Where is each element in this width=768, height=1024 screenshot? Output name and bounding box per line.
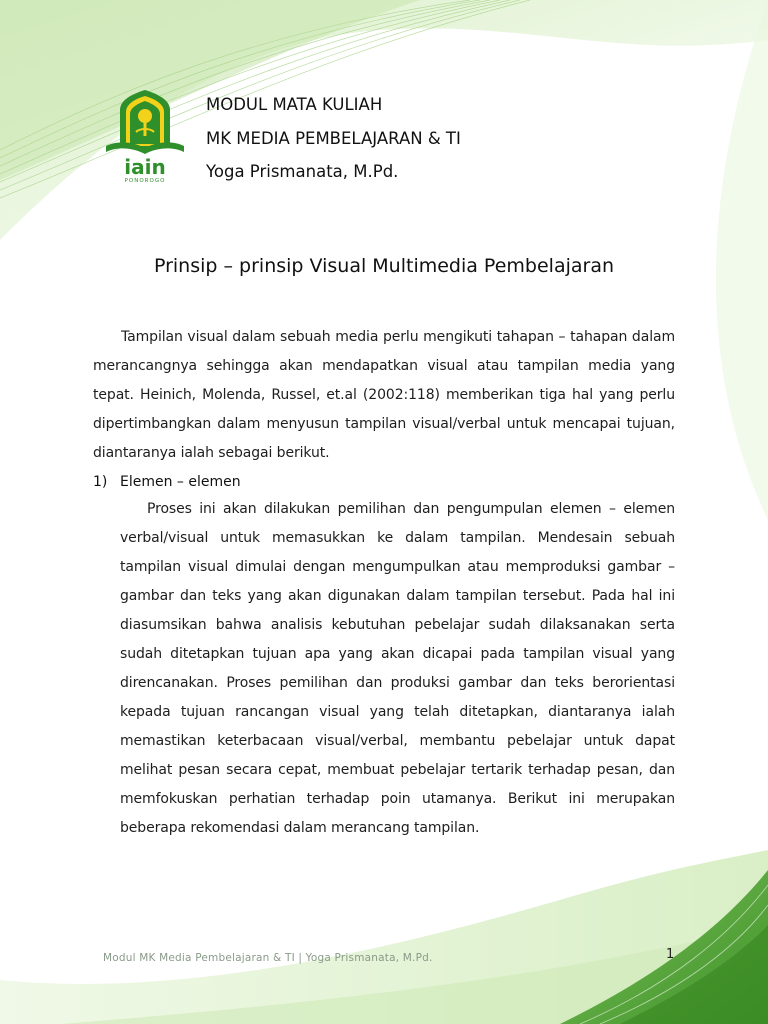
document-header bbox=[206, 88, 461, 189]
institution-logo bbox=[104, 88, 186, 184]
logo-subtext: PONOROGO bbox=[124, 178, 166, 184]
page-title: Prinsip – prinsip Visual Multimedia Pembelajaran bbox=[153, 255, 615, 277]
section-number: 1) bbox=[93, 474, 108, 490]
page-number: 1 bbox=[666, 947, 675, 962]
section-body-paragraph: Proses ini akan dilakukan pemilihan dan pengumpulan elemen – elemen verbal/visual untuk memasukkan ke dalam tampilan. Mendesain sebuah tampilan visual dimulai dengan mengumpulkan atau memproduksi gambar – gambar dan teks yang akan digunakan dalam tampilan tersebut. Pada hal ini diasumsikan bahwa analisis kebutuhan pebelajar sudah dilaksanakan serta sudah ditetapkan tujuan apa yang akan dicapai pada tampilan visual yang direncanakan. Proses pemilihan dan produksi gambar dan teks berorientasi kepada tujuan rancangan visual yang telah ditetapkan, diantaranya ialah memastikan keterbacaan visual/verbal, membantu pebelajar untuk dapat melihat pesan secara cepat, membuat pebelajar tertarik terhadap pesan, dan memfokuskan perhatian terhadap poin utamanya. Berikut ini merupakan beberapa rekomendasi dalam merancang tampilan. bbox=[120, 501, 675, 836]
header-course-name: MK MEDIA PEMBELAJARAN & TI bbox=[206, 128, 461, 148]
header-course-module: MODUL MATA KULIAH bbox=[206, 95, 383, 114]
page-footer: Modul MK Media Pembelajaran & TI | Yoga Prismanata, M.Pd. bbox=[103, 952, 433, 964]
header-author: Yoga Prismanata, M.Pd. bbox=[206, 162, 399, 181]
section-title: Elemen – elemen bbox=[120, 474, 241, 490]
section-heading bbox=[93, 468, 241, 497]
iain-ponorogo-logo-icon bbox=[104, 88, 186, 184]
logo-wordmark: iain bbox=[124, 155, 166, 179]
intro-paragraph: Tampilan visual dalam sebuah media perlu mengikuti tahapan – tahapan dalam merancangnya sehingga akan mendapatkan visual atau tampilan media yang tepat. Heinich, Molenda, Russel, et.al (2002:118) memberikan tiga hal yang perlu dipertimbangkan dalam menyusun tampilan visual/verbal untuk mencapai tujuan, diantaranya ialah sebagai berikut. bbox=[93, 329, 675, 461]
